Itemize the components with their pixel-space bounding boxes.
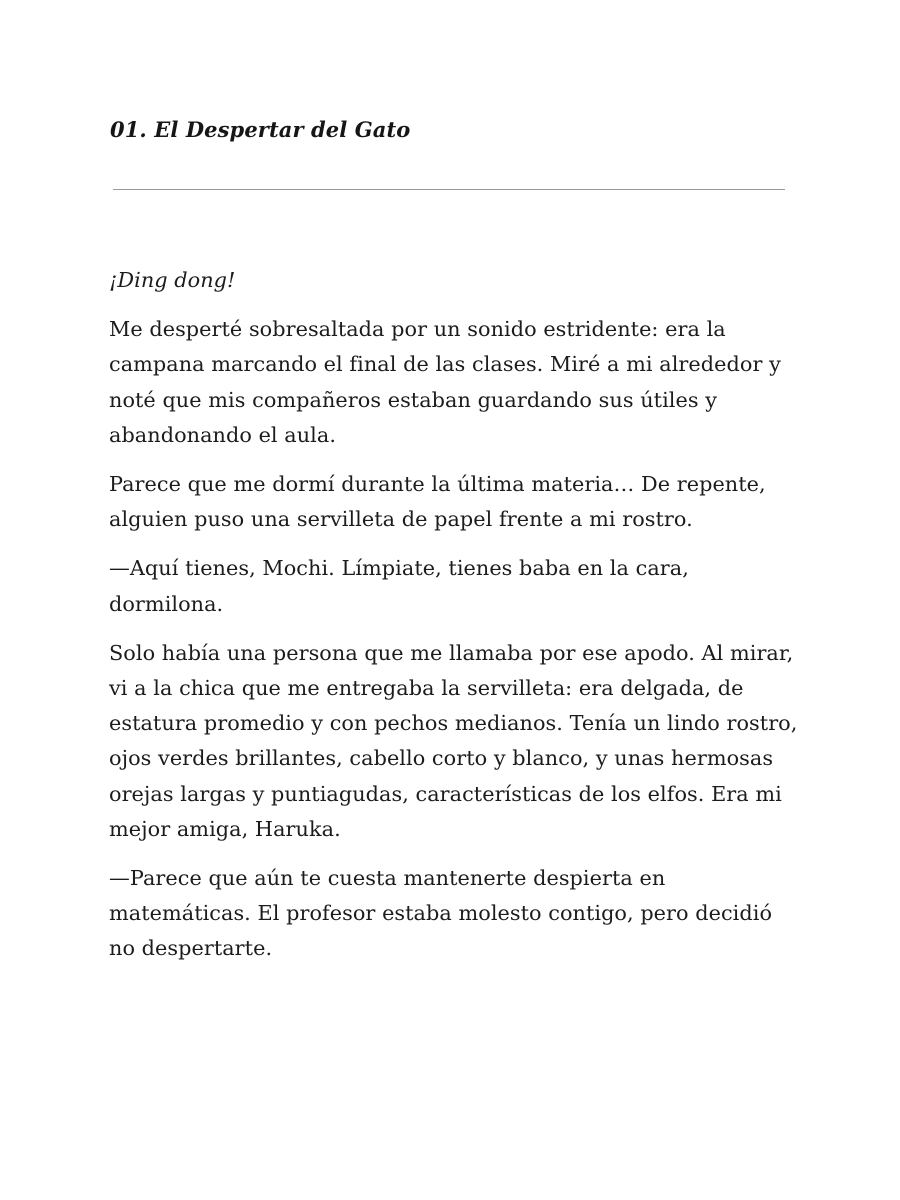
paragraph: Solo había una persona que me llamaba por ese apodo. Al mirar, vi a la chica que me entregaba la servilleta: era delgada, de estatura promedio y con pechos medianos. Tenía un lindo rostro, ojos verdes brillantes, cabello corto y blanco, y unas hermosas orejas largas y puntiagudas, características de los elfos. Era mi mejor amiga, Haruka. (109, 640, 798, 841)
paragraph: Parece que me dormí durante la última materia… De repente, alguien puso una servilleta de papel frente a mi rostro. (109, 472, 766, 532)
paragraph-sound-effect: ¡Ding dong! (109, 268, 236, 292)
chapter-body (109, 263, 799, 981)
chapter-title: 01. El Despertar del Gato (110, 117, 411, 142)
paragraph: Me desperté sobresaltada por un sonido estridente: era la campana marcando el final de las clases. Miré a mi alrededor y noté que mis compañeros estaban guardando sus útiles y abandonando el aula. (109, 317, 781, 447)
paragraph-dialogue: —Parece que aún te cuesta mantenerte despierta en matemáticas. El profesor estaba molesto contigo, pero decidió no despertarte. (109, 866, 773, 961)
title-divider (113, 189, 785, 190)
paragraph-dialogue: —Aquí tienes, Mochi. Límpiate, tienes baba en la cara, dormilona. (109, 556, 689, 616)
